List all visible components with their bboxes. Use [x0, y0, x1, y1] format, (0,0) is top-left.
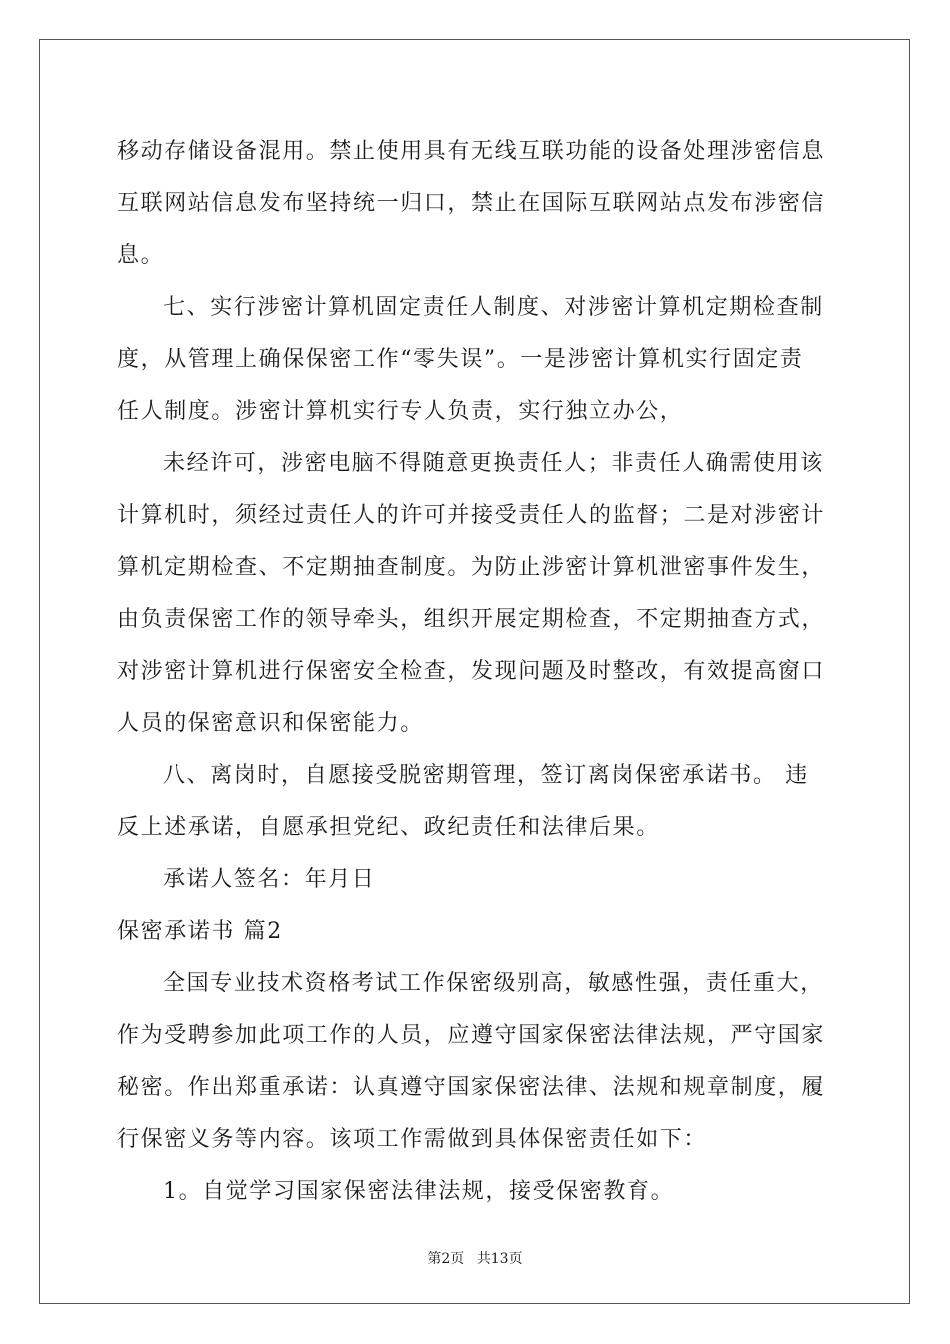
- page-number: 第2页: [427, 1251, 465, 1267]
- text-line: 计算机时，须经过责任人的许可并接受责任人的监督；二是对涉密计: [117, 503, 826, 528]
- text-line: 人员的保密意识和保密能力。: [117, 711, 424, 736]
- text-line: 度，从管理上确保保密工作“零失误”。一是涉密计算机实行固定责: [117, 347, 804, 372]
- text-line: 行保密义务等内容。该项工作需做到具体保密责任如下：: [117, 1127, 708, 1152]
- text-line: 七、实行涉密计算机固定责任人制度、对涉密计算机定期检查制: [163, 295, 824, 320]
- text-line: 反上述承诺，自愿承担党纪、政纪责任和法律后果。: [117, 815, 660, 840]
- text-line: 互联网站信息发布坚持统一归口，禁止在国际互联网站点发布涉密信: [117, 191, 826, 216]
- text-line: 由负责保密工作的领导牵头，组织开展定期检查，不定期抽查方式，: [117, 607, 826, 632]
- text-line: 息。: [117, 243, 165, 268]
- text-line: 全国专业技术资格考试工作保密级别高，敏感性强，责任重大，: [163, 971, 824, 996]
- text-line: 保密承诺书 篇2: [117, 919, 283, 944]
- text-line: 任人制度。涉密计算机实行专人负责，实行独立办公，: [117, 399, 684, 424]
- text-line: 秘密。作出郑重承诺：认真遵守国家保密法律、法规和规章制度，履: [117, 1075, 826, 1100]
- text-line: 算机定期检查、不定期抽查制度。为防止涉密计算机泄密事件发生，: [117, 555, 826, 580]
- text-line: 作为受聘参加此项工作的人员，应遵守国家保密法律法规，严守国家: [117, 1023, 826, 1048]
- document-body: [117, 126, 837, 1218]
- page-total: 共13页: [476, 1251, 523, 1267]
- text-line: 未经许可，涉密电脑不得随意更换责任人；非责任人确需使用该: [163, 451, 824, 476]
- text-line: 承诺人签名：年月日: [163, 867, 376, 892]
- text-line: 八、离岗时，自愿接受脱密期管理，签订离岗保密承诺书。 违: [163, 763, 809, 788]
- page-footer: [0, 1248, 950, 1268]
- text-line: 1。自觉学习国家保密法律法规，接受保密教育。: [163, 1179, 675, 1204]
- text-line: 对涉密计算机进行保密安全检查，发现问题及时整改，有效提高窗口: [117, 659, 826, 684]
- text-line: 移动存储设备混用。禁止使用具有无线互联功能的设备处理涉密信息: [117, 139, 826, 164]
